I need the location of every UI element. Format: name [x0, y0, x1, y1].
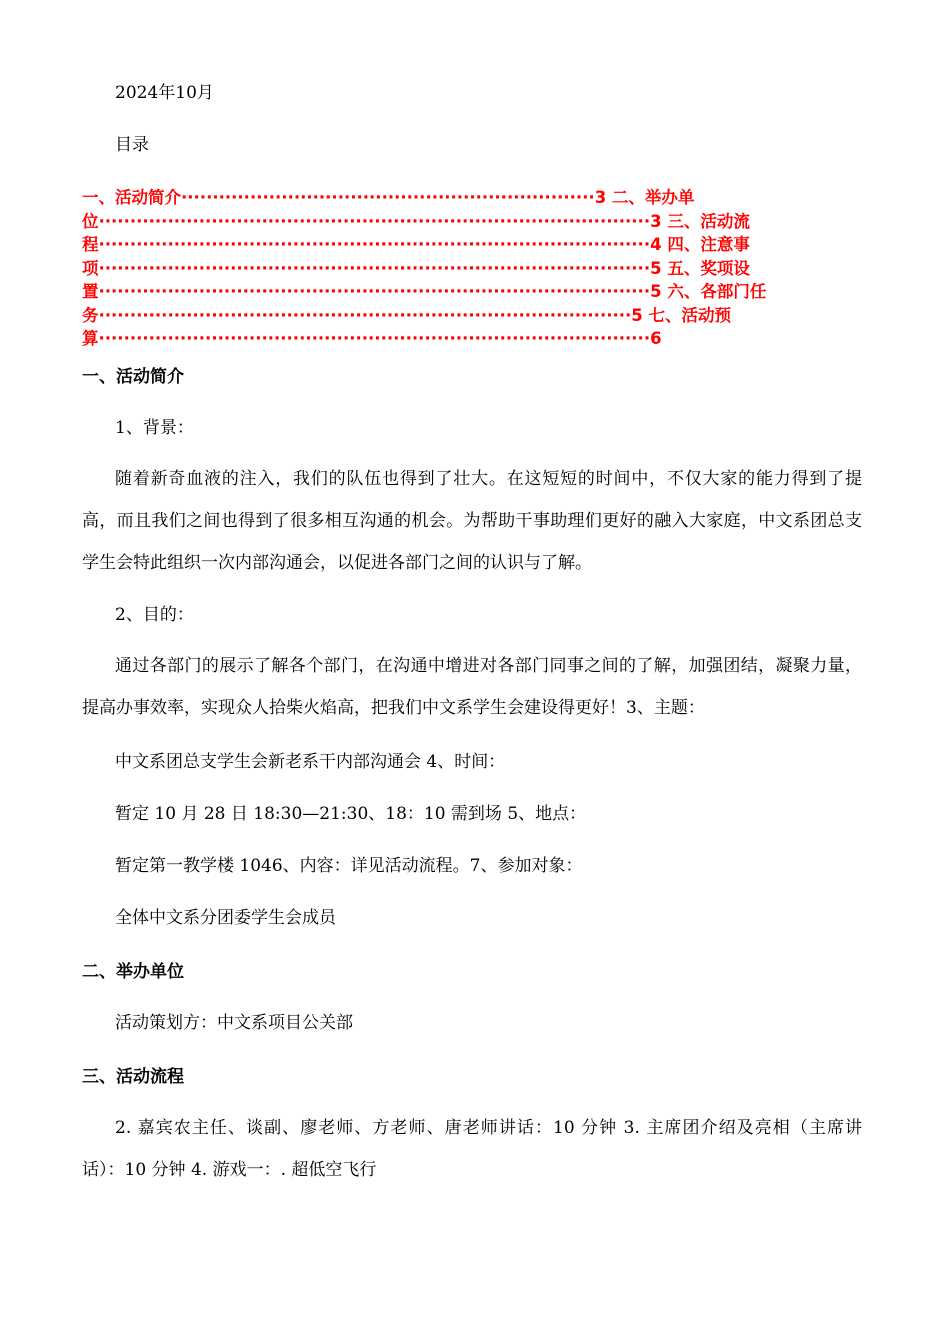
section-heading-flow: 三、活动流程 — [82, 1067, 184, 1087]
toc-line[interactable]: 一、活动简介··································································3 二、举办单 — [82, 188, 695, 207]
toc-line[interactable]: 项························································································5 五、奖项设 — [82, 258, 750, 278]
background-label: 1、背景： — [115, 418, 194, 438]
participants-line: 全体中文系分团委学生会成员 — [115, 908, 336, 928]
section-heading-intro: 一、活动简介 — [82, 367, 184, 387]
background-paragraph: 随着新奇血液的注入，我们的队伍也得到了壮大。在这短短的时间中，不仅大家的能力得到了提高，而且我们之间也得到了很多相互沟通的机会。为帮助干事助理们更好的融入大家庭，中文系团总支学生会特此组织一次内部沟通会，以促进各部门之间的认识与了解。 — [82, 469, 862, 573]
toc-line[interactable]: 置························································································5 六、各部门任 — [82, 282, 767, 301]
organizer-line: 活动策划方：中文系项目公关部 — [115, 1013, 353, 1033]
toc-line[interactable]: 算························································································6 — [82, 329, 662, 348]
place-line: 暂定第一教学楼 1046、内容：详见活动流程。7、参加对象： — [115, 856, 583, 876]
purpose-label: 2、目的： — [115, 605, 194, 625]
flow-paragraph: 2. 嘉宾农主任、谈副、廖老师、方老师、唐老师讲话：10 分钟 3. 主席团介绍及亮相（主席讲话）：10 分钟 4. 游戏一：. 超低空飞行 — [82, 1118, 862, 1180]
toc-line[interactable]: 位························································································3 三、活动流 — [82, 211, 750, 231]
document-date: 2024年10月 — [115, 83, 214, 103]
toc-line[interactable]: 务·····················································································5 七、活动预 — [82, 305, 732, 325]
table-of-contents — [82, 186, 766, 351]
toc-title: 目录 — [115, 135, 149, 155]
purpose-paragraph: 通过各部门的展示了解各个部门，在沟通中增进对各部门同事之间的了解，加强团结，凝聚力量，提高办事效率，实现众人拾柴火焰高，把我们中文系学生会建设得更好！3、主题： — [82, 656, 862, 718]
toc-line[interactable]: 程························································································4 四、注意事 — [82, 235, 750, 254]
section-heading-organizer: 二、举办单位 — [82, 962, 184, 982]
time-line: 暂定 10 月 28 日 18:30—21:30、18：10 需到场 5、地点： — [115, 804, 587, 824]
theme-line: 中文系团总支学生会新老系干内部沟通会 4、时间： — [115, 752, 506, 772]
